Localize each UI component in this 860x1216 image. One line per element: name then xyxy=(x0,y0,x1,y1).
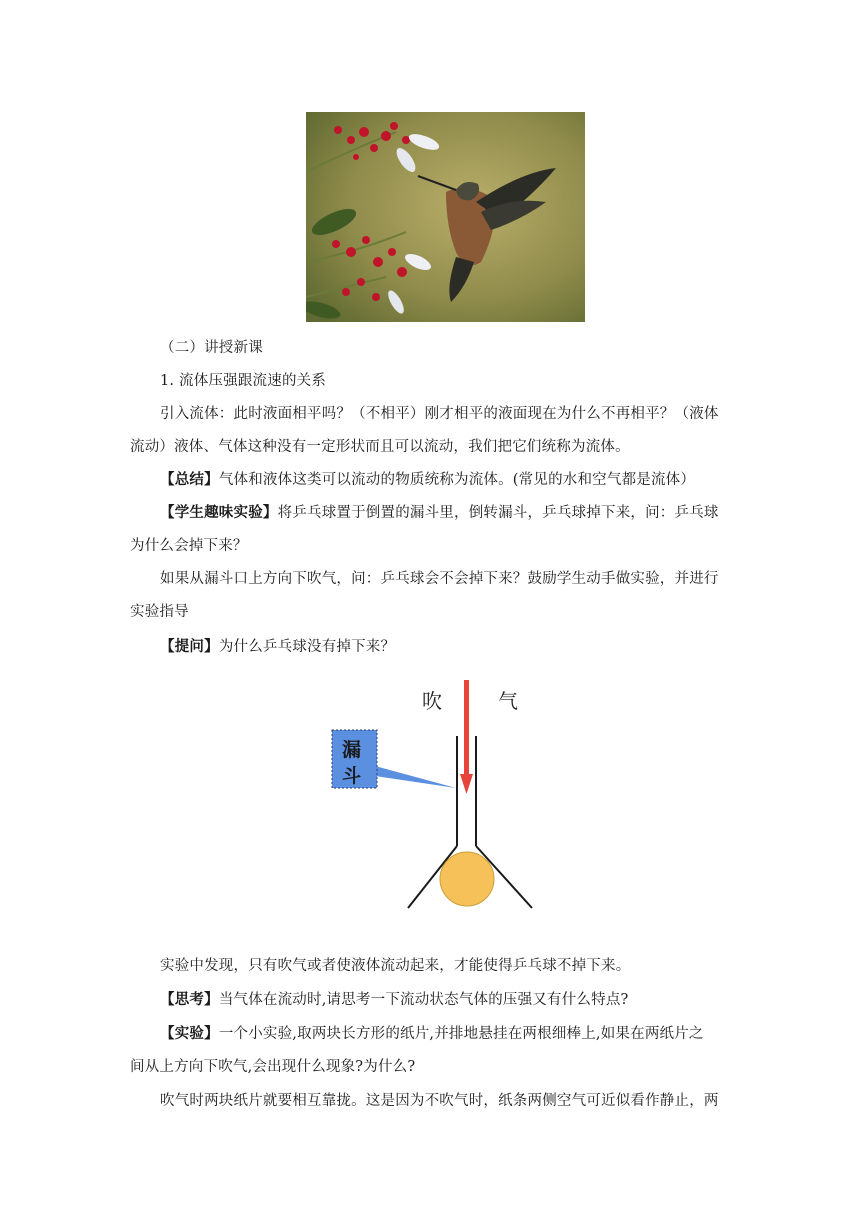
funnel-label-char1: 漏 xyxy=(342,739,362,761)
airflow-arrow xyxy=(464,680,469,776)
blow-label-char2: 气 xyxy=(498,689,518,713)
summary-text: 气体和液体这类可以流动的物质统称为流体。(常见的水和空气都是流体） xyxy=(218,472,696,488)
paragraph-line: 为什么会掉下来？ xyxy=(130,538,248,554)
subheading: 1. 流体压强跟流速的关系 xyxy=(160,373,327,389)
blow-label-char1: 吹 xyxy=(422,689,442,713)
paragraph-line: 如果从漏斗口上方向下吹气，问：乒乓球会不会掉下来？鼓励学生动手做实验，并进行 xyxy=(160,571,719,587)
paragraph-line: 吹气时两块纸片就要相互靠拢。这是因为不吹气时，纸条两侧空气可近似看作静止，两 xyxy=(160,1093,719,1109)
paragraph-line xyxy=(130,1024,740,1044)
question-text: 为什么乒乓球没有掉下来？ xyxy=(218,639,396,655)
paragraph-line xyxy=(130,637,740,657)
paragraph-line xyxy=(130,990,740,1010)
hummingbird-photo xyxy=(306,112,585,322)
question-tag: 【提问】 xyxy=(160,638,219,655)
paragraph-line xyxy=(130,503,740,523)
think-text: 当气体在流动时,请思考一下流动状态气体的压强又有什么特点? xyxy=(218,992,629,1008)
airflow-arrow-head xyxy=(460,774,473,794)
paragraph-line: 实验指导 xyxy=(130,604,189,620)
experiment-tag: 【学生趣味实验】 xyxy=(160,504,278,521)
section-heading: （二）讲授新课 xyxy=(160,340,263,356)
paragraph-line: 间从上方向下吹气,会出现什么现象?为什么? xyxy=(130,1059,416,1075)
paragraph-line: 实验中发现，只有吹气或者使液体流动起来，才能使得乒乓球不掉下来。 xyxy=(160,958,631,974)
paragraph-line xyxy=(130,470,740,490)
funnel-diagram xyxy=(320,676,550,916)
funnel-label-char2: 斗 xyxy=(342,765,362,787)
paragraph-line: 引入流体：此时液面相平吗？（不相平）刚才相平的液面现在为什么不再相平？（液体 xyxy=(160,406,719,422)
experiment2-tag: 【实验】 xyxy=(160,1025,219,1042)
experiment-text: 将乒乓球置于倒置的漏斗里，倒转漏斗，乒乓球掉下来，问：乒乓球 xyxy=(277,505,719,521)
paragraph-line: 流动）液体、气体这种没有一定形状而且可以流动，我们把它们统称为流体。 xyxy=(130,439,630,455)
ping-pong-ball xyxy=(440,852,494,906)
summary-tag: 【总结】 xyxy=(160,471,219,488)
experiment2-text: 一个小实验,取两块长方形的纸片,并排地悬挂在两根细棒上,如果在两纸片之 xyxy=(218,1026,704,1042)
think-tag: 【思考】 xyxy=(160,991,219,1008)
